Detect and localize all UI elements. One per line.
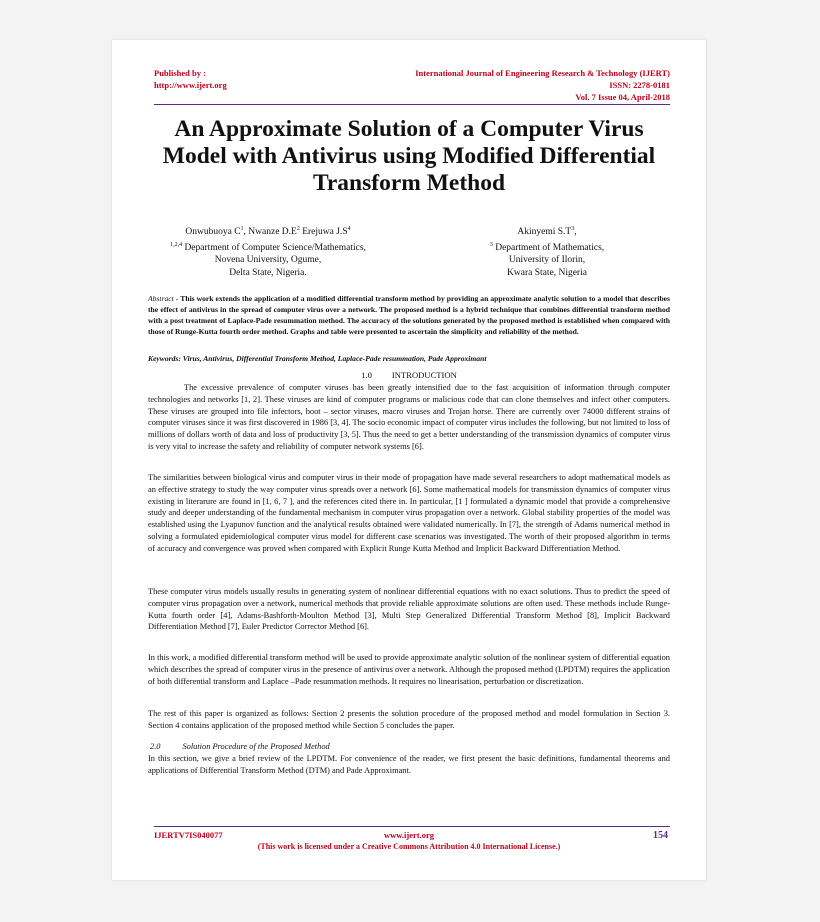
publisher-url-link[interactable]: http://www.ijert.org [154,80,227,90]
paper-id: IJERTV7IS040077 [154,830,223,840]
abstract-lead: Abstract - [148,294,181,303]
paragraph: The excessive prevalence of computer viruses has been greatly intensified due to the fast acquisition of information through computer technologies and networks [1, 2]. These viruses are kind of computer programs or malicious code that can clone themselves and infect other computers. These viruses are grouped into file infectors, boot – sector viruses, macro viruses and Trojan horse. There are currently over 74000 different strains of computer viruses since it was first discovered in 1986 [3, 4]. The socio economic impact of computer virus includes the following, but not limited to loss of millions of dollars worth of data and loss of productivity [3, 5]. Thus the need to get a better understanding of the transmission dynamics of computer virus is very vital to increase the safety and reliability of computer network systems [6]. [148,383,670,451]
author-affiliation: $^{1,2,4}$ Department of Computer Science/Mathematics, [170,241,366,253]
keywords: Keywords: Virus, Antivirus, Differential Transform Method, Laplace-Pade resummation, Pade Approximant [148,354,487,363]
issn-label: ISSN: 2278-0181 [609,80,670,90]
title-line: An Approximate Solution of a Computer Virus [174,116,644,142]
section-heading-solution-procedure: 2.0 Solution Procedure of the Proposed Method [150,742,330,751]
author-names: Akinyemi $S.T^3$, [517,226,577,238]
paragraph: In this work, a modified differential transform method will be used to provide approximate analytic solution of the nonlinear system of differential equation which describes the spread of computer virus in the presence of antivirus over a network. Although the proposed method (LPDTM) requires the application of both differential transform and Laplace –Pade resummation methods. It requires no linearisation, perturbation or discretization. [148,653,670,686]
page-number: 154 [653,830,668,841]
license-notice: (This work is licensed under a Creative Commons Attribution 4.0 International License.) [257,842,561,851]
paper-title [142,116,676,197]
authors-right [472,223,622,279]
author-names: Onwubuoya $C^1$, Nwanze $D.E^2$ Erejuwa $J.S^4$ [185,226,351,238]
published-by-label: Published by : [154,68,206,78]
title-line: Model with Antivirus using Modified Differential [162,143,656,169]
paragraph: In this section, we give a brief review of the LPDTM. For convenience of the reader, we first present the basic definitions, fundamental theorems and applications of Differential Transform Method (DTM) and Pade Approximant. [148,754,670,775]
publisher-block [154,67,227,91]
volume-label: Vol. 7 Issue 04, April-2018 [575,92,670,102]
footer-divider [154,826,670,827]
journal-block [415,67,670,103]
header-divider [154,104,670,105]
authors-left [158,223,378,279]
abstract-text: This work extends the application of a modified differential transform method by providing an approximate analytic solution to a model that describes the effect of antivirus in the spread of computer virus over a network. The proposed method is a hybrid technique that combines differential transform method with a post treatment of Laplace-Pade resummation method. The accuracy of the solutions generated by the proposed method is established when compared with those of Runge-Kutta fourth order method. Graphs and table were presented to ascertain the simplicity and reliability of the method. [148,294,670,336]
abstract [148,293,670,337]
author-affiliation: $^3$ Department of Mathematics, [489,241,605,253]
footer-url-link[interactable]: www.ijert.org [383,830,435,840]
paper-page [112,40,706,880]
journal-name: International Journal of Engineering Research & Technology (IJERT) [415,68,670,78]
section-heading-introduction: 1.0 INTRODUCTION [361,370,457,380]
author-location: Kwara State, Nigeria [507,267,587,278]
author-university: Novena University, Ogume, [214,255,322,266]
author-university: University of Ilorin, [508,255,586,266]
title-line: Transform Method [312,170,506,196]
author-location: Delta State, Nigeria. [229,267,307,278]
paragraph: The similarities between biological virus and computer virus in their mode of propagation have made several researchers to adopt mathematical models as an effective strategy to study the way computer virus spreads over a network [6]. Some mathematical models for transmission dynamics of computer virus existing in literarure are found in [1, 6, 7 ], and the references cited there in. In particular, [1 ] formulated a dynamic model that provide a comprehensive study and deeper understanding of the fundamental mechanism in computer virus propagation over a network. Global stability properties of the model was established using the Lyapunov function and the analytical results obtained were validated numerically. In [7], the strength of Adams numerical method in solving a formulated epidemiological computer virus model for different case scenarios was investigated. The worth of their proposed algorithm in terms of accuracy and convergence was proved when compared with Explicit Runge Kutta Method and Implicit Backward Differentiation Method. [148,473,670,553]
paragraph: The rest of this paper is organized as follows: Section 2 presents the solution procedure of the proposed method and model formulation in Section 3. Section 4 contains application of the proposed method while Section 5 concludes the paper. [148,709,670,730]
paragraph: These computer virus models usually results in generating system of nonlinear differential equations with no exact solutions. Thus to predict the speed of computer virus propagation over a network, numerical methods that provide reliable approximate solutions are often used. These methods include Runge-Kutta fourth order [4], Adams-Bashforth-Moulton Method [3], Multi Step Generalized Differential Transform Method [8], Implicit Backward Differentiation Method [7], Euler Predictor Corrector Method [6]. [148,587,670,632]
